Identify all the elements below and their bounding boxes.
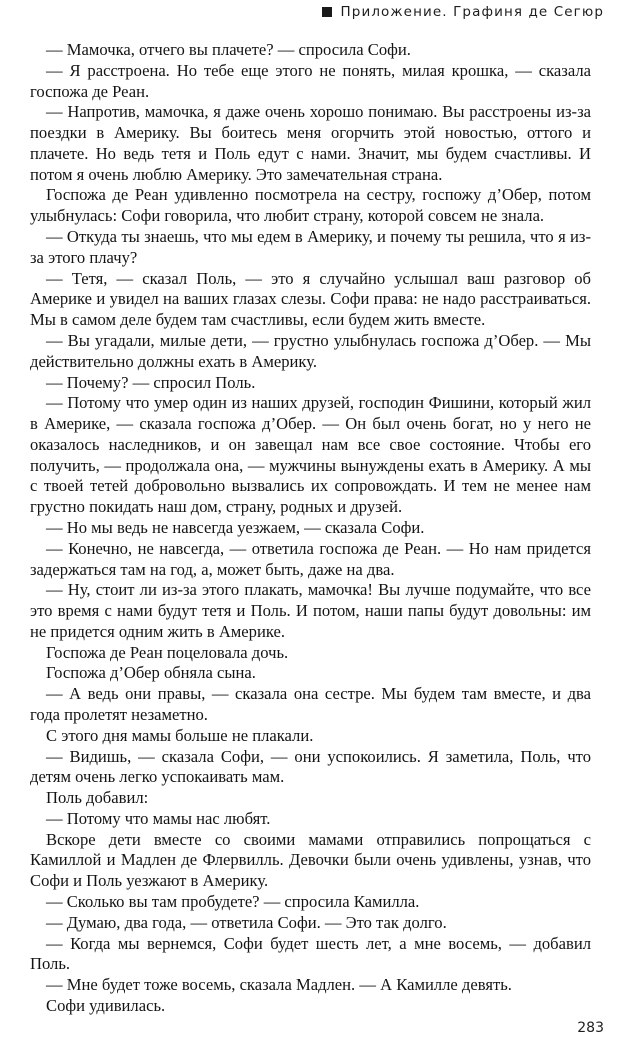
body-text	[30, 40, 591, 1017]
paragraph: Госпожа де Реан поцеловала дочь.	[46, 642, 289, 662]
paragraph: — Но мы ведь не навсегда уезжаем, — сказала Софи.	[46, 517, 425, 537]
paragraph: Госпожа д’Обер обняла сына.	[46, 663, 256, 683]
paragraph: — Почему? — спросил Поль.	[46, 372, 256, 392]
paragraph: С этого дня мамы больше не плакали.	[46, 725, 314, 745]
paragraph: — Мне будет тоже восемь, сказала Мадлен. — А Камилле девять.	[46, 975, 512, 995]
paragraph: — Когда мы вернемся, Софи будет шесть лет, а мне восемь, — добавил Поль.	[30, 933, 591, 974]
paragraph: — Думаю, два года, — ответила Софи. — Это так долго.	[46, 912, 447, 932]
paragraph: Софи удивилась.	[46, 995, 166, 1015]
paragraph: — Я расстроена. Но тебе еще этого не понять, милая крошка, — сказала госпожа де Реан.	[30, 60, 591, 101]
paragraph: — Тетя, — сказал Поль, — это я случайно услышал ваш разговор об Америке и увидел на ваших глазах слезы. Софи права: не надо расстраиваться. Мы в самом деле будем там счастливы, если будем жить вместе.	[30, 268, 591, 330]
page-number: 283	[577, 1020, 604, 1036]
paragraph: — Потому что мамы нас любят.	[46, 808, 271, 828]
paragraph: — Вы угадали, милые дети, — грустно улыбнулась госпожа д’Обер. — Мы действительно должны ехать в Америку.	[30, 330, 591, 371]
paragraph: — А ведь они правы, — сказала она сестре. Мы будем там вместе, и два года пролетят незаметно.	[30, 684, 591, 724]
paragraph: — Напротив, мамочка, я даже очень хорошо понимаю. Вы расстроены из-за поездки в Америку. Вы боитесь меня огорчить этой новостью, оттого и плачете. Но ведь тетя и Поль едут с нами. Значит, мы будем счастливы. И потом я очень люблю Америку. Это замечательная страна.	[30, 102, 591, 184]
paragraph: Госпожа де Реан удивленно посмотрела на сестру, госпожу д’Обер, потом улыбнулась: Софи говорила, что любит страну, которой совсем не знала.	[30, 185, 591, 226]
running-header	[322, 4, 604, 20]
square-bullet-icon	[322, 7, 332, 17]
running-title: Приложение. Графиня де Сегюр	[340, 4, 604, 20]
paragraph: — Конечно, не навсегда, — ответила госпожа де Реан. — Но нам придется задержаться там на год, а, может быть, даже на два.	[30, 538, 591, 579]
paragraph: — Откуда ты знаешь, что мы едем в Америку, и почему ты решила, что я из-за этого плачу?	[30, 227, 591, 267]
paragraph: Вскоре дети вместе со своими мамами отправились попрощаться с Камиллой и Мадлен де Флервилль. Девочки были очень удивлены, узнав, что Софи и Поль уезжают в Америку.	[30, 829, 591, 891]
paragraph: — Сколько вы там пробудете? — спросила Камилла.	[46, 892, 420, 912]
paragraph: Поль добавил:	[46, 788, 149, 808]
paragraph: — Видишь, — сказала Софи, — они успокоились. Я заметила, Поль, что детям очень легко успокаивать мам.	[30, 746, 591, 787]
paragraph: — Потому что умер один из наших друзей, господин Фишини, который жил в Америке, — сказала госпожа д’Обер. — Он был очень богат, но у него не оказалось наследников, и он завещал нам все свое состояние. Чтобы его получить, — продолжала она, — мужчины вынуждены ехать в Америку. А мы с твоей тетей добровольно вызвались их сопровождать. И тем не менее нам грустно покидать наш дом, страну, родных и друзей.	[30, 393, 591, 517]
paragraph: — Ну, стоит ли из-за этого плакать, мамочка! Вы лучше подумайте, что все это время с нами будут тетя и Поль. И потом, наши папы будут довольны: им не придется одним жить в Америке.	[30, 580, 591, 641]
paragraph: — Мамочка, отчего вы плачете? — спросила Софи.	[46, 40, 411, 59]
